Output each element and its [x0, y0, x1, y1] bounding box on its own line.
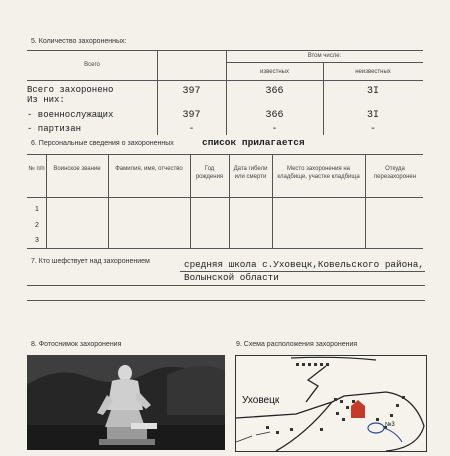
col-known-header: известных [260, 69, 289, 75]
header-number: № п/п [28, 166, 45, 172]
row-number-1: 1 [35, 206, 39, 213]
header-death-date: Дата гибели или смерти [233, 166, 268, 180]
header-rank: Воинское звание [53, 166, 101, 172]
section6-title: 6. Персональные сведения о захороненных [31, 140, 174, 147]
total-all-value: 397 [182, 86, 201, 97]
row-military-label: - военнослужащих [27, 110, 114, 120]
row-number-2: 2 [35, 222, 39, 229]
row-partisans-label: - партизан [27, 124, 82, 134]
map-grave-mark: №3 [385, 422, 395, 428]
military-known-value: 366 [265, 110, 284, 121]
location-map [235, 355, 427, 452]
patron-line-2: Волынской области [184, 272, 279, 283]
col-total-header: Всего [84, 62, 100, 68]
section5-title: 5. Количество захороненных: [31, 38, 127, 45]
partisans-known-value: - [271, 124, 278, 135]
row-total-label: Всего захоронено [27, 85, 114, 95]
section6-typed-note: список прилагается [202, 137, 305, 148]
col-unknown-header: неизвестных [355, 69, 391, 75]
header-birth-year: Год рождения [195, 166, 224, 180]
header-burial-place: Место захоронения на кладбище, участке кладбища [277, 166, 360, 180]
patron-line-1: средняя школа с.Уховецк,Ковельского района, [184, 259, 424, 270]
patron-underline-3 [27, 300, 425, 301]
header-name: Фамилия, имя, отчество [115, 166, 183, 172]
col-including-header: Втом числе: [307, 53, 342, 59]
section9-title: 9. Схема расположения захоронения [236, 341, 358, 348]
partisans-unknown-value: - [369, 124, 376, 135]
military-unknown-value: 3I [366, 110, 379, 121]
military-all-value: 397 [182, 110, 201, 121]
section8-title: 8. Фотоснимок захоронения [31, 341, 122, 348]
map-town-label: Уховецк [242, 395, 280, 406]
row-of-them-label: Из них: [27, 95, 65, 105]
header-reburied-from: Откуда перезахоронен [373, 166, 417, 180]
partisans-all-value: - [188, 124, 195, 135]
row-number-3: 3 [35, 237, 39, 244]
patron-underline-1 [180, 271, 425, 272]
section7-title: 7. Кто шефствует над захоронением [31, 258, 150, 265]
total-unknown-value: 3I [366, 86, 379, 97]
total-known-value: 366 [265, 86, 284, 97]
patron-underline-2 [27, 285, 425, 286]
burial-photo [27, 355, 225, 450]
